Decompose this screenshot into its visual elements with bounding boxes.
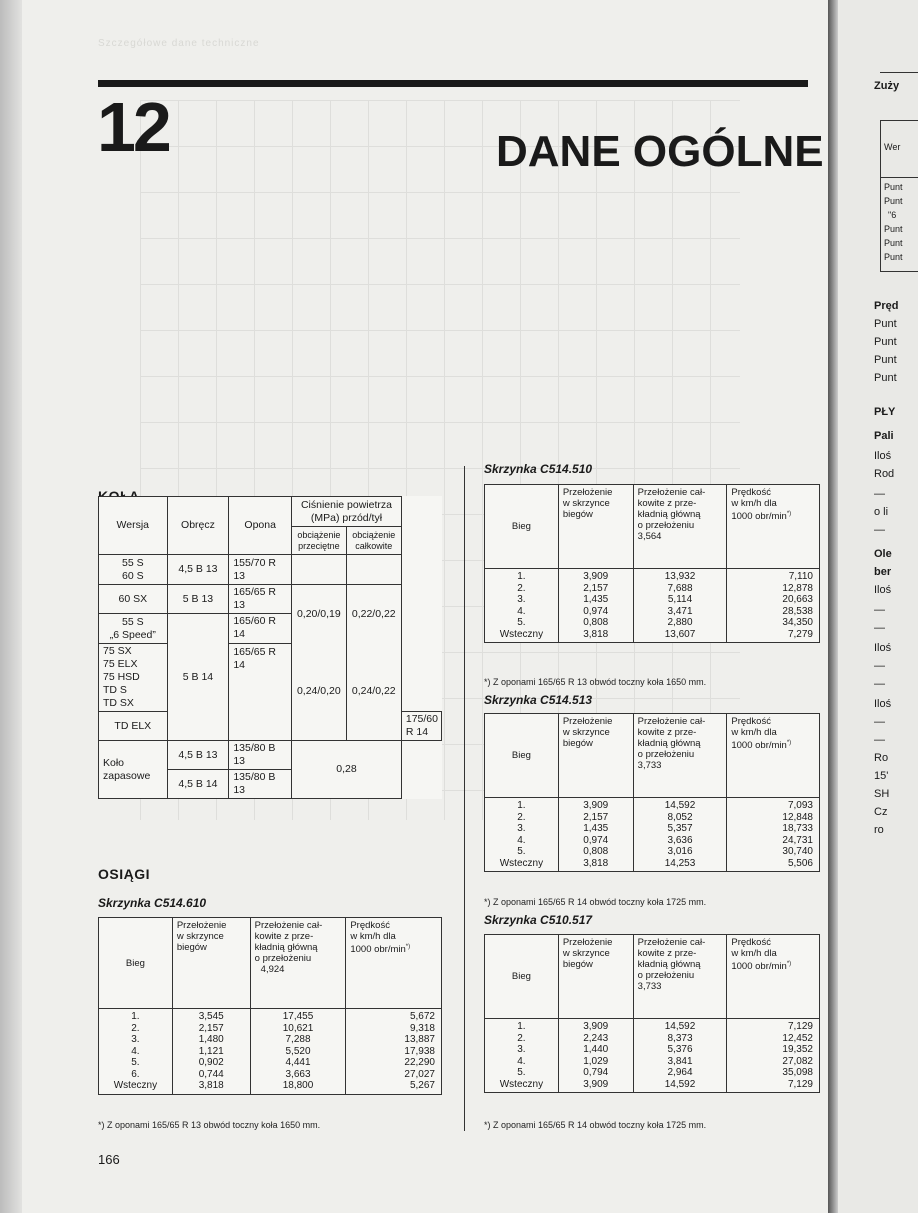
adjacent-table-row: Punt (884, 196, 903, 206)
wheels-table (98, 496, 442, 799)
gearbox-ratio-column: 3,909 2,243 1,440 1,029 0,794 3,909 (558, 1019, 633, 1093)
adjacent-table-row: Punt (884, 252, 903, 262)
header-predkosc: Prędkość w km/h dla 1000 obr/min*) (727, 935, 820, 1019)
adjacent-line: Pręd (874, 300, 899, 312)
adjacent-line: Pali (874, 430, 894, 442)
pressure-cell (292, 555, 347, 585)
gutter-shadow (828, 0, 838, 1213)
footnote: *) Z oponami 165/65 R 14 obwód toczny koła 1725 mm. (484, 897, 707, 907)
header-wersja: Wersja (99, 497, 168, 555)
version-cell: 55 S 60 S (99, 555, 168, 585)
speed-column: 7,110 12,878 20,663 28,538 34,350 7,279 (727, 569, 820, 643)
adjacent-line: Iloś (874, 450, 892, 462)
rim-cell: 4,5 B 13 (167, 555, 229, 585)
footnote: *) Z oponami 165/65 R 13 obwód toczny koła 1650 mm. (484, 677, 707, 687)
rim-cell: 4,5 B 13 (167, 741, 229, 770)
speed-column: 7,129 12,452 19,352 27,082 35,098 7,129 (727, 1019, 820, 1093)
adjacent-line: o li (874, 506, 889, 518)
adjacent-line: 15' (874, 770, 889, 782)
gear-table-c514-513 (484, 713, 820, 872)
header-przelozenie-calkowite: Przełożenie cał- kowite z prze- kładnią główną o przełożeniu 4,924 (250, 918, 346, 1009)
header-przelozenie: Przełożenie w skrzynce biegów (172, 918, 250, 1009)
adjacent-heading: Zuży (874, 80, 900, 92)
header-przelozenie-calkowite: Przełożenie cał- kowite z prze- kładnią główną o przełożeniu 3,733 (633, 714, 727, 798)
tyre-cell: 135/80 B 13 (229, 770, 292, 799)
adjacent-line: Iloś (874, 642, 892, 654)
adjacent-line: — (874, 524, 885, 536)
chapter-top-rule (98, 80, 808, 87)
gearbox-ratio-column: 3,909 2,157 1,435 0,974 0,808 3,818 (558, 569, 633, 643)
gear-table-c514-510 (484, 484, 820, 643)
table-title: Skrzynka C514.510 (484, 462, 593, 476)
total-ratio-column: 13,932 7,688 5,114 3,471 2,880 13,607 (633, 569, 727, 643)
page-number: 166 (98, 1152, 120, 1167)
adjacent-line: Punt (874, 336, 897, 348)
header-opona: Opona (229, 497, 292, 555)
header-obrecz: Obręcz (167, 497, 229, 555)
version-cell: 55 S „6 Speed” (99, 614, 168, 644)
gear-table-c514-610 (98, 917, 442, 1095)
version-cell: Koło zapasowe (99, 741, 168, 799)
adjacent-line: — (874, 734, 885, 746)
header-predkosc: Prędkość w km/h dla 1000 obr/min*) (346, 918, 442, 1009)
adjacent-line: Ole (874, 548, 892, 560)
adjacent-line: — (874, 604, 885, 616)
book-spine-shadow (0, 0, 22, 1213)
footnote: *) Z oponami 165/65 R 14 obwód toczny koła 1725 mm. (484, 1120, 707, 1130)
version-cell: TD ELX (99, 712, 168, 741)
header-bieg: Bieg (485, 935, 559, 1019)
adjacent-line: Cz (874, 806, 888, 818)
section-title-osiagi: OSIĄGI (98, 866, 151, 882)
pressure-cell: 0,24/0,20 (292, 644, 347, 741)
tyre-cell: 155/70 R 13 (229, 555, 292, 585)
rim-cell: 5 B 14 (167, 614, 229, 741)
adjacent-line: — (874, 716, 885, 728)
adjacent-line: Punt (874, 372, 897, 384)
pressure-cell: 0,28 (292, 741, 402, 799)
header-bieg: Bieg (485, 714, 559, 798)
total-ratio-column: 14,592 8,052 5,357 3,636 3,016 14,253 (633, 798, 727, 872)
table-title: Skrzynka C514.513 (484, 693, 593, 707)
pressure-cell: 0,20/0,19 (292, 585, 347, 644)
adjacent-line: — (874, 678, 885, 690)
gears-column: 1. 2. 3. 4. 5. 6. Wsteczny (99, 1009, 173, 1095)
header-cisnienie: Ciśnienie powietrza (MPa) przód/tył (292, 497, 402, 527)
column-divider (464, 466, 465, 1131)
adjacent-line: Punt (874, 354, 897, 366)
adjacent-line: PŁY (874, 406, 896, 418)
tyre-cell: 165/60 R 14 (229, 614, 292, 644)
pressure-cell: 0,22/0,22 (346, 585, 401, 644)
gears-column: 1. 2. 3. 4. 5. Wsteczny (485, 798, 559, 872)
gears-column: 1. 2. 3. 4. 5. Wsteczny (485, 569, 559, 643)
adjacent-line: ro (874, 824, 884, 836)
tyre-cell: 165/65 R 14 (229, 644, 292, 741)
adjacent-table-row: "6 (888, 210, 897, 220)
header-bieg: Bieg (485, 485, 559, 569)
adjacent-line: Punt (874, 318, 897, 330)
version-cell: 60 SX (99, 585, 168, 614)
rim-cell: 4,5 B 14 (167, 770, 229, 799)
adjacent-table-header: Wer (884, 142, 901, 152)
adjacent-line: Iloś (874, 584, 892, 596)
total-ratio-column: 14,592 8,373 5,376 3,841 2,964 14,592 (633, 1019, 727, 1093)
chapter-title: DANE OGÓLNE (496, 127, 824, 176)
tyre-cell: 175/60 R 14 (401, 712, 441, 741)
header-predkosc: Prędkość w km/h dla 1000 obr/min*) (727, 714, 820, 798)
adjacent-line: — (874, 488, 885, 500)
pressure-cell (346, 555, 401, 585)
adjacent-table-row: Punt (884, 182, 903, 192)
gears-column: 1. 2. 3. 4. 5. Wsteczny (485, 1019, 559, 1093)
gearbox-ratio-column: 3,545 2,157 1,480 1,121 0,902 0,744 3,818 (172, 1009, 250, 1095)
speed-column: 7,093 12,848 18,733 24,731 30,740 5,506 (727, 798, 820, 872)
gear-table-c510-517 (484, 934, 820, 1093)
header-przelozenie-calkowite: Przełożenie cał- kowite z prze- kładnią główną o przełożeniu 3,733 (633, 935, 727, 1019)
table-title: Skrzynka C514.610 (98, 896, 207, 910)
adjacent-line: Ro (874, 752, 889, 764)
adjacent-rule (880, 72, 918, 73)
adjacent-line: ber (874, 566, 892, 578)
header-obciazenie-przecietne: obciążenie przeciętne (292, 527, 347, 555)
header-predkosc: Prędkość w km/h dla 1000 obr/min*) (727, 485, 820, 569)
header-przelozenie: Przełożenie w skrzynce biegów (558, 714, 633, 798)
faint-running-header: Szczegółowe dane techniczne (98, 38, 260, 49)
pressure-cell: 0,24/0,22 (346, 644, 401, 741)
rim-cell: 5 B 13 (167, 585, 229, 614)
chapter-number: 12 (97, 88, 169, 166)
header-obciazenie-calkowite: obciążenie całkowite (346, 527, 401, 555)
total-ratio-column: 17,455 10,621 7,288 5,520 4,441 3,663 18,800 (250, 1009, 346, 1095)
header-przelozenie: Przełożenie w skrzynce biegów (558, 485, 633, 569)
adjacent-page-fragment (828, 0, 918, 1213)
header-przelozenie: Przełożenie w skrzynce biegów (558, 935, 633, 1019)
table-title: Skrzynka C510.517 (484, 913, 593, 927)
adjacent-table-row: Punt (884, 238, 903, 248)
footnote: *) Z oponami 165/65 R 13 obwód toczny koła 1650 mm. (98, 1120, 321, 1130)
header-przelozenie-calkowite: Przełożenie cał- kowite z prze- kładnią główną o przełożeniu 3,564 (633, 485, 727, 569)
adjacent-line: Iloś (874, 698, 892, 710)
gearbox-ratio-column: 3,909 2,157 1,435 0,974 0,808 3,818 (558, 798, 633, 872)
adjacent-line: Rod (874, 468, 895, 480)
adjacent-table-row: Punt (884, 224, 903, 234)
header-bieg: Bieg (99, 918, 173, 1009)
tyre-cell: 165/65 R 13 (229, 585, 292, 614)
adjacent-line: SH (874, 788, 890, 800)
adjacent-line: — (874, 622, 885, 634)
adjacent-line: — (874, 660, 885, 672)
version-cell: 75 SX 75 ELX 75 HSD TD S TD SX (99, 644, 168, 712)
tyre-cell: 135/80 B 13 (229, 741, 292, 770)
speed-column: 5,672 9,318 13,887 17,938 22,290 27,027 5,267 (346, 1009, 442, 1095)
